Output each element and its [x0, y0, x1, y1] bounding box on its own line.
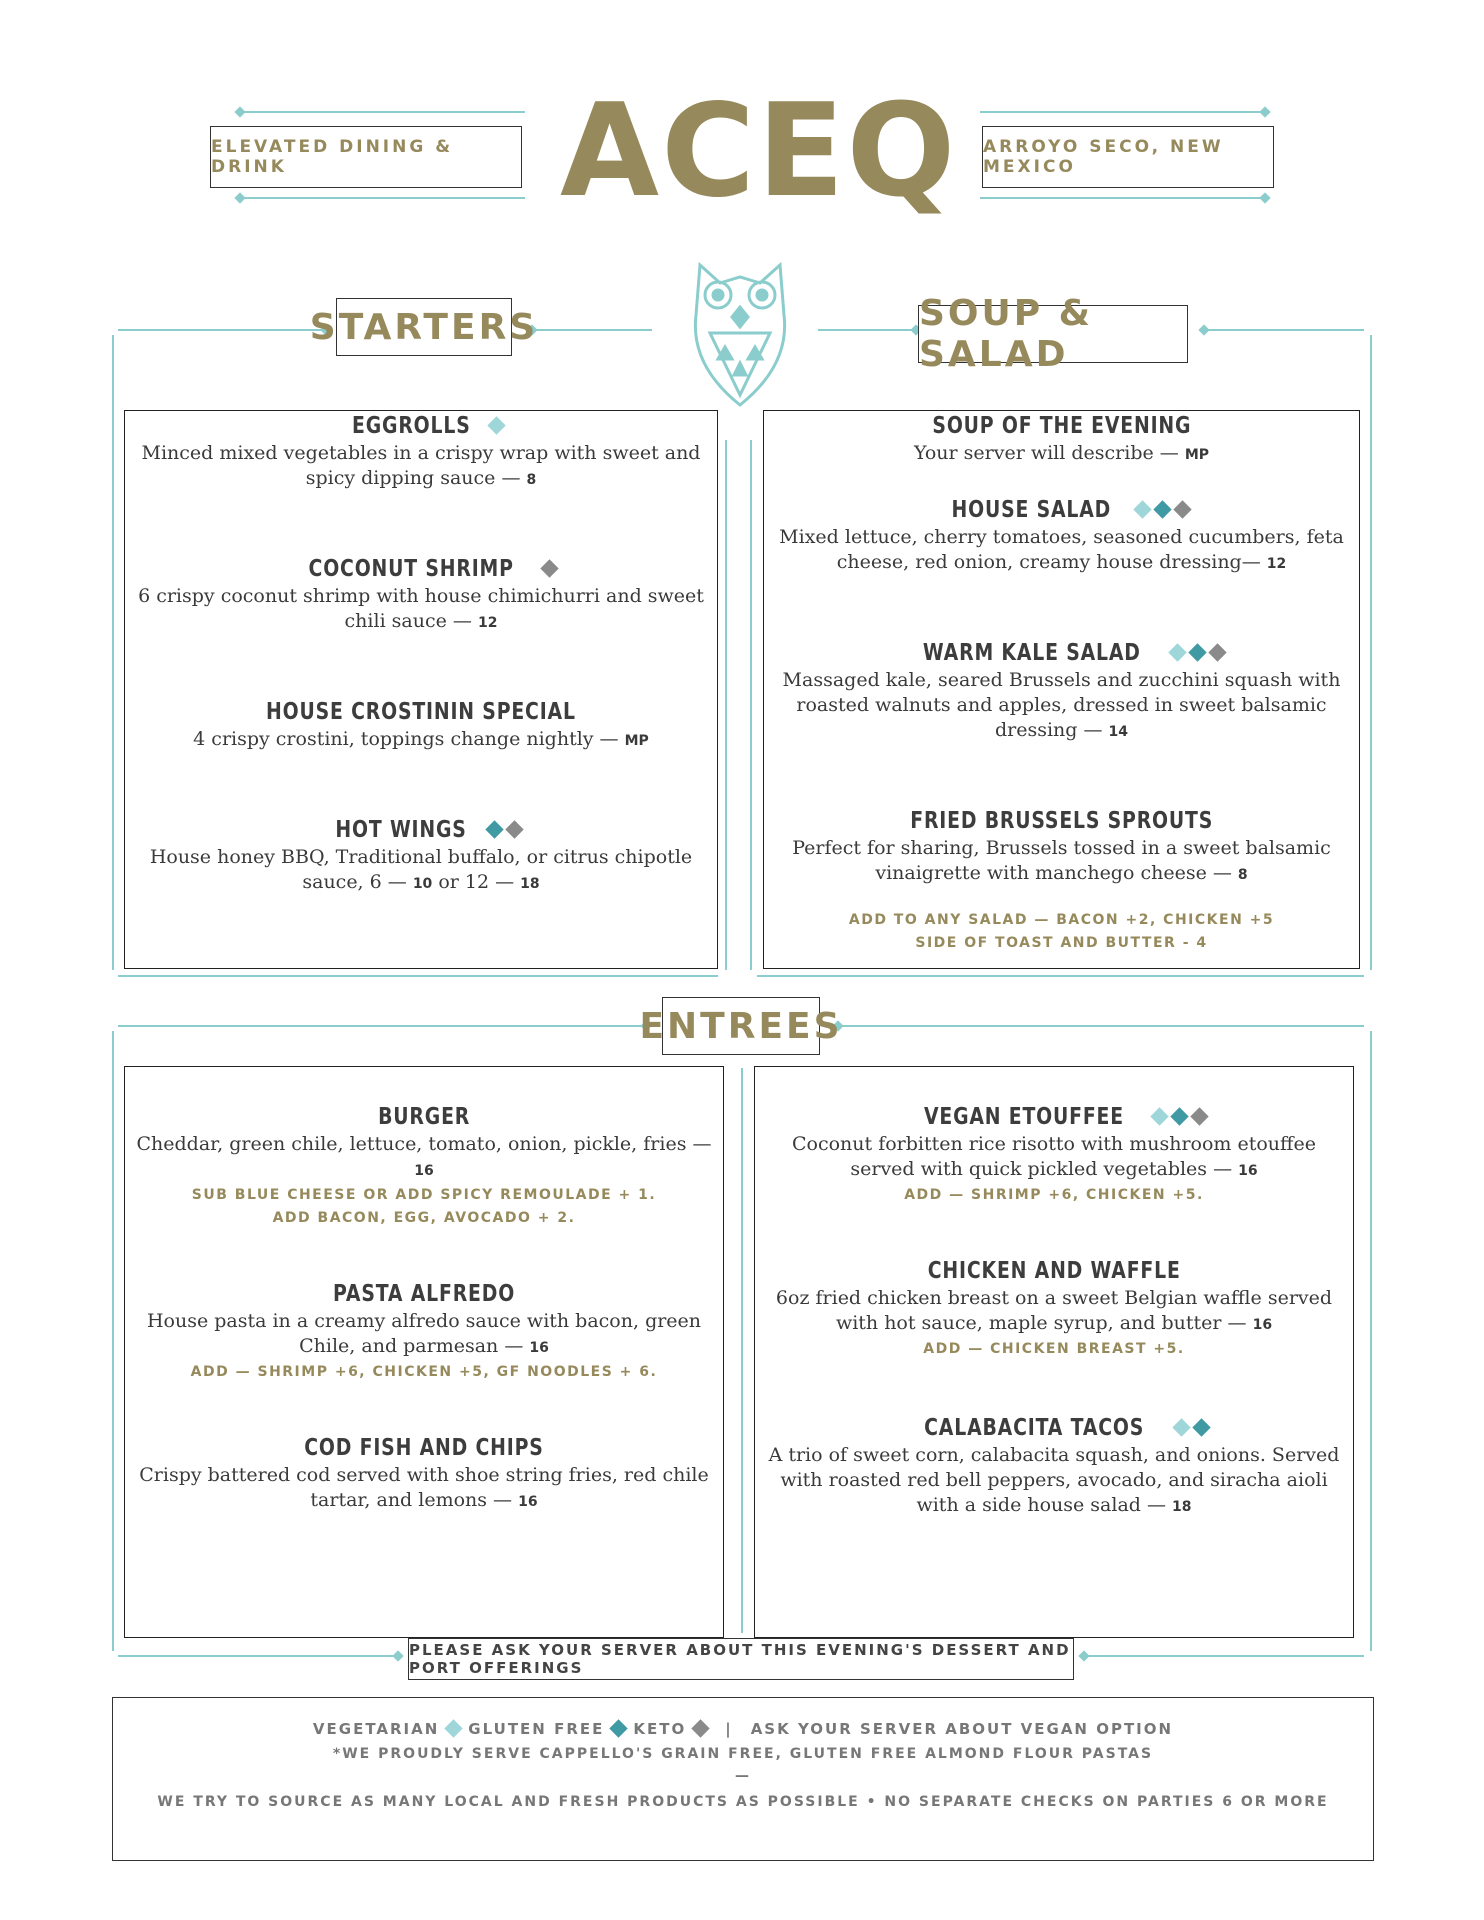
dessert-note: [408, 1638, 1074, 1680]
item-price: 12: [477, 615, 498, 631]
item-name: EGGROLLS: [351, 413, 471, 439]
text-entrees-right-0-desc: Coconut forbitten rice risotto with mushroom etouffee served with quick pickled vegetables —: [791, 1133, 1317, 1180]
vegetarian-icon: [1150, 1107, 1168, 1125]
gluten-free-icon: [1189, 643, 1207, 661]
legend-vegan: ASK YOUR SERVER ABOUT VEGAN OPTION: [750, 1720, 1174, 1738]
text-starters-items-3-price-a: 10: [412, 876, 433, 892]
menu-item: [125, 697, 717, 754]
soup-salad-panel: [763, 410, 1360, 969]
text-soup-salad-items-0-desc: Your server will describe —: [913, 442, 1185, 464]
text-soup-salad-items-3-desc: Perfect for sharing, Brussels tossed in a sweet balsamic vinaigrette with manchego cheese —: [792, 837, 1331, 884]
vegetarian-icon: [445, 1719, 463, 1737]
item-price: MP: [624, 733, 649, 749]
item-name: COCONUT SHRIMP: [308, 556, 514, 582]
entrees-left-panel: [124, 1066, 724, 1638]
text-dessert-note: PLEASE ASK YOUR SERVER ABOUT THIS EVENING'S DESSERT AND PORT OFFERINGS: [409, 1641, 1071, 1677]
item-name: HOUSE CROSTININ SPECIAL: [266, 699, 576, 725]
item-name: HOT WINGS: [335, 817, 467, 843]
tagline: ELEVATED DINING & DRINK: [211, 137, 454, 177]
item-name: CALABACITA TACOS: [923, 1415, 1145, 1441]
owl-emblem-icon: [680, 255, 800, 410]
menu-item: [764, 806, 1359, 888]
section-title-starters: [309, 298, 539, 356]
menu-item: [755, 1413, 1353, 1520]
text-entrees-right-1-price: 16: [1252, 1317, 1273, 1333]
divider: —: [735, 1768, 751, 1784]
entrees-right-panel: [754, 1066, 1354, 1638]
menu-item: [125, 815, 717, 897]
menu-item: [764, 411, 1359, 468]
text-entrees-left-0-price: 16: [414, 1163, 434, 1179]
gluten-free-icon: [610, 1719, 628, 1737]
sourcing-note: WE TRY TO SOURCE AS MANY LOCAL AND FRESH PRODUCTS AS POSSIBLE • NO SEPARATE CHECKS ON PARTIES 6 OR MORE: [157, 1794, 1329, 1810]
text-entrees-left-0-desc: Cheddar, green chile, lettuce, tomato, onion, pickle, fries —: [136, 1133, 712, 1155]
vegetarian-icon: [488, 416, 506, 434]
legend-keto: KETO: [633, 1720, 687, 1738]
text-entrees-left-2-desc: Crispy battered cod served with shoe string fries, red chile tartar, and lemons —: [139, 1464, 709, 1511]
item-name: FRIED BRUSSELS SPROUTS: [910, 808, 1213, 834]
text-entrees-right-1-addon-1: ADD — CHICKEN BREAST +5.: [923, 1341, 1185, 1357]
legend-box: [112, 1697, 1374, 1861]
menu-item: [125, 1279, 723, 1384]
text-soup-salad-items-2-price: 14: [1108, 724, 1129, 740]
text-starters-items-3-price-b: 18: [520, 876, 540, 892]
item-name: COD FISH AND CHIPS: [304, 1435, 544, 1461]
menu-item: [125, 1433, 723, 1515]
item-name: CHICKEN AND WAFFLE: [927, 1258, 1181, 1284]
text-soup-salad-items-0-price: MP: [1184, 447, 1210, 463]
text-soup-salad-items-1-desc: Mixed lettuce, cherry tomatoes, seasoned cucumbers, feta cheese, red onion, creamy house dressing—: [779, 526, 1344, 573]
tagline-box: [210, 126, 522, 188]
menu-item: [755, 1102, 1353, 1207]
menu-item: [764, 495, 1359, 577]
text-entrees-right-2-price: 18: [1172, 1499, 1192, 1515]
text-starters-items-3-desc-a: House honey BBQ, Traditional buffalo, or citrus chipotle sauce, 6 —: [149, 846, 693, 893]
legend-gluten-free: GLUTEN FREE: [468, 1720, 605, 1738]
pasta-note: *WE PROUDLY SERVE CAPPELLO'S GRAIN FREE, GLUTEN FREE ALMOND FLOUR PASTAS: [332, 1746, 1154, 1762]
text-entrees-right-0-price: 16: [1238, 1163, 1258, 1179]
item-name: PASTA ALFREDO: [332, 1281, 516, 1307]
salad-addons: [764, 909, 1359, 955]
location: ARROYO SECO, NEW MEXICO: [983, 137, 1224, 177]
text-entrees-left-0-addon-1: SUB BLUE CHEESE OR ADD SPICY REMOULADE + 1.: [191, 1187, 657, 1203]
text-soup-salad-items-1-price: 12: [1266, 556, 1287, 572]
text-starters-items-0-desc: Minced mixed vegetables in a crispy wrap with sweet and spicy dipping sauce —: [141, 442, 701, 489]
section-title-entrees: [639, 997, 843, 1055]
text-starters-title: STARTERS: [309, 306, 539, 348]
text-soup-salad-addon-1: ADD TO ANY SALAD — BACON +2, CHICKEN +5: [848, 912, 1275, 928]
item-name: HOUSE SALAD: [951, 497, 1112, 523]
text-entrees-title: ENTREES: [639, 1005, 843, 1047]
text-entrees-right-2-desc: A trio of sweet corn, calabacita squash, and onions. Served with roasted red bell peppers, avocado, and siracha aioli with a side house salad —: [768, 1444, 1340, 1516]
menu-item: [125, 554, 717, 636]
text-entrees-left-1-price: 16: [529, 1340, 549, 1356]
vegetarian-icon: [1172, 1418, 1190, 1436]
text-entrees-left-2-price: 16: [518, 1494, 538, 1510]
gluten-free-icon: [1153, 500, 1171, 518]
vegetarian-icon: [1133, 500, 1151, 518]
text-legend-separator: |: [725, 1720, 733, 1738]
item-name: BURGER: [377, 1104, 471, 1130]
gluten-free-icon: [1192, 1418, 1210, 1436]
menu-item: [125, 411, 717, 493]
keto-icon: [1209, 643, 1227, 661]
text-starters-items-1-desc: 6 crispy coconut shrimp with house chimichurri and sweet chili sauce —: [138, 585, 704, 632]
starters-panel: [124, 410, 718, 969]
keto-icon: [1173, 500, 1191, 518]
keto-icon: [1190, 1107, 1208, 1125]
text-starters-items-2-desc: 4 crispy crostini, toppings change nightly —: [193, 728, 625, 750]
menu-item: [125, 1102, 723, 1230]
legend-vegetarian: VEGETARIAN: [312, 1720, 440, 1738]
text-soup-salad-items-2-desc: Massaged kale, seared Brussels and zucchini squash with roasted walnuts and apples, dressed in sweet balsamic dressing —: [782, 669, 1341, 741]
restaurant-logo: ACEQ: [560, 77, 958, 226]
menu-item: [755, 1256, 1353, 1361]
menu-item: [764, 638, 1359, 745]
section-title-soup-salad: [918, 293, 1188, 375]
gluten-free-icon: [1170, 1107, 1188, 1125]
vegetarian-icon: [1169, 643, 1187, 661]
text-soup-salad-addon-2: SIDE OF TOAST AND BUTTER - 4: [915, 935, 1208, 951]
text-entrees-left-0-addon-2: ADD BACON, EGG, AVOCADO + 2.: [272, 1210, 576, 1226]
keto-icon: [692, 1719, 710, 1737]
item-name: SOUP OF THE EVENING: [932, 413, 1191, 439]
text-entrees-left-1-addon-1: ADD — SHRIMP +6, CHICKEN +5, GF NOODLES + 6.: [190, 1364, 658, 1380]
text-entrees-right-0-addon-1: ADD — SHRIMP +6, CHICKEN +5.: [904, 1187, 1204, 1203]
keto-icon: [505, 820, 523, 838]
text-entrees-right-1-desc: 6oz fried chicken breast on a sweet Belgian waffle served with hot sauce, maple syrup, and butter —: [775, 1287, 1333, 1334]
item-price: 8: [526, 472, 537, 488]
text-starters-items-3-desc-b: or 12 —: [432, 871, 521, 893]
text-soup-salad-title: SOUP & SALAD: [919, 293, 1094, 375]
text-entrees-left-1-desc: House pasta in a creamy alfredo sauce with bacon, green Chile, and parmesan —: [146, 1310, 702, 1357]
item-name: WARM KALE SALAD: [922, 640, 1141, 666]
keto-icon: [540, 559, 558, 577]
location-box: [982, 126, 1274, 188]
text-soup-salad-items-3-price: 8: [1237, 867, 1248, 883]
gluten-free-icon: [485, 820, 503, 838]
item-name: VEGAN ETOUFFEE: [923, 1104, 1125, 1130]
